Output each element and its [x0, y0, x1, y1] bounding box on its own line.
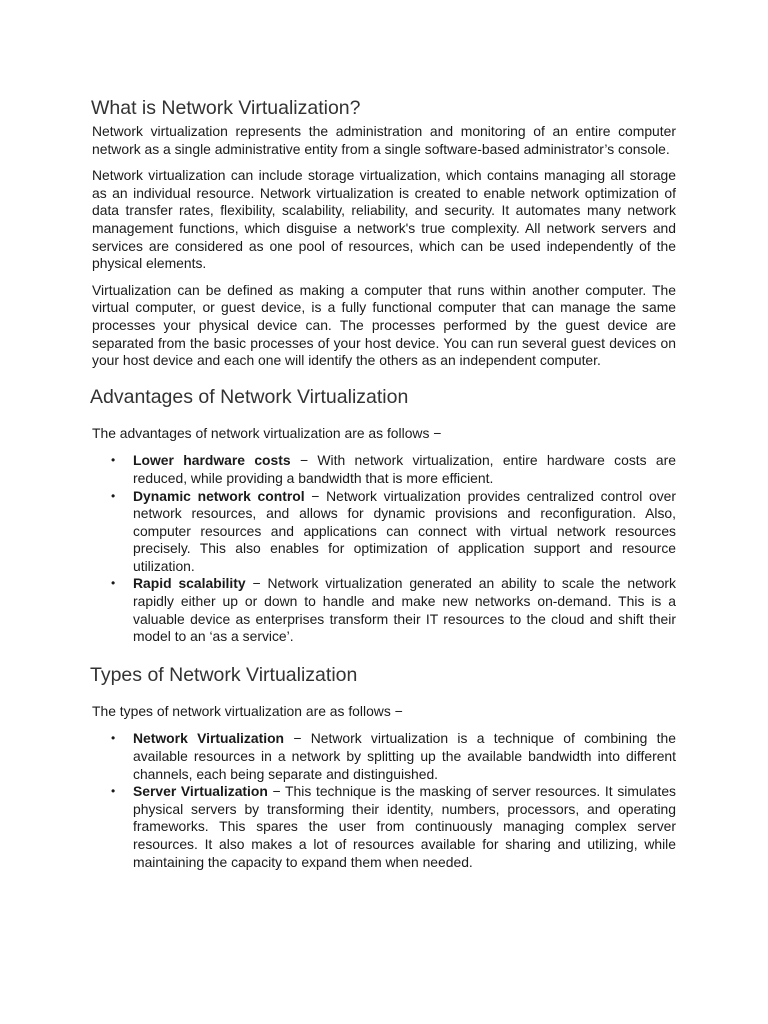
list-item	[92, 783, 676, 871]
paragraph: Network virtualization represents the administration and monitoring of an entire computer network as a single administrative entity from a single software-based administrator’s console.	[92, 123, 676, 157]
list-item-text: − This technique is the masking of server resources. It simulates physical servers by transforming their identity, numbers, processors, and operating frameworks. This spares the user from continuously managing complex server resources. It also makes a lot of resources available for sharing and utilizing, while maintaining the capacity to expand them when needed.	[133, 783, 676, 870]
bullet-icon: •	[111, 784, 116, 799]
list-item	[92, 575, 676, 645]
paragraph: Virtualization can be defined as making a computer that runs within another computer. The virtual computer, or guest device, is a fully functional computer that can manage the same processes your physical device can. The processes performed by the guest device are separated from the basic processes of your host device. You can run several guest devices on your host device and each one will identify the others as an independent computer.	[92, 281, 676, 369]
list-item-term: Network Virtualization	[133, 730, 285, 747]
section-title-types: Types of Network Virtualization	[90, 663, 358, 686]
list-item-term: Dynamic network control	[133, 487, 305, 504]
section-title-advantages: Advantages of Network Virtualization	[90, 385, 409, 408]
bullet-icon: •	[111, 488, 116, 503]
types-list	[92, 730, 676, 871]
bullet-icon: •	[111, 453, 116, 468]
bullet-icon: •	[111, 731, 116, 746]
advantages-intro: The advantages of network virtualization are as follows −	[92, 424, 442, 441]
list-item	[92, 452, 676, 487]
types-intro: The types of network virtualization are as follows −	[92, 702, 403, 719]
list-item-term: Rapid scalability	[133, 575, 246, 592]
document-page	[92, 95, 676, 871]
bullet-icon: •	[111, 576, 116, 591]
paragraph: Network virtualization can include storage virtualization, which contains managing all storage as an individual resource. Network virtualization is created to enable network optimization of data transfer rates, flexibility, scalability, reliability, and security. It automates many network management functions, which disguise a network's true complexity. All network servers and services are considered as one pool of resources, which can be used independently of the physical elements.	[92, 167, 676, 272]
advantages-list	[92, 452, 676, 646]
list-item-text: − With network virtualization, entire hardware costs are reduced, while providing a bandwidth that is more efficient.	[133, 452, 676, 486]
list-item-term: Server Virtualization	[133, 783, 268, 800]
section-title-what-is: What is Network Virtualization?	[91, 97, 361, 119]
list-item-text: − Network virtualization provides centralized control over network resources, and allows for dynamic provisions and reconfiguration. Also, computer resources and applications can connect with virtual network resources precisely. This also enables for optimization of application support and resource utilization.	[133, 487, 676, 574]
list-item	[92, 730, 676, 783]
list-item-text: − Network virtualization is a technique of combining the available resources in a network by splitting up the available bandwidth into different channels, each being separate and distinguished.	[133, 730, 676, 782]
list-item-term: Lower hardware costs	[133, 452, 291, 469]
list-item	[92, 488, 676, 576]
list-item-text: − Network virtualization generated an ability to scale the network rapidly either up or down to handle and make new networks on-demand. This is a valuable device as enterprises transform their IT resources to the cloud and shift their model to an ‘as a service’.	[133, 575, 676, 645]
